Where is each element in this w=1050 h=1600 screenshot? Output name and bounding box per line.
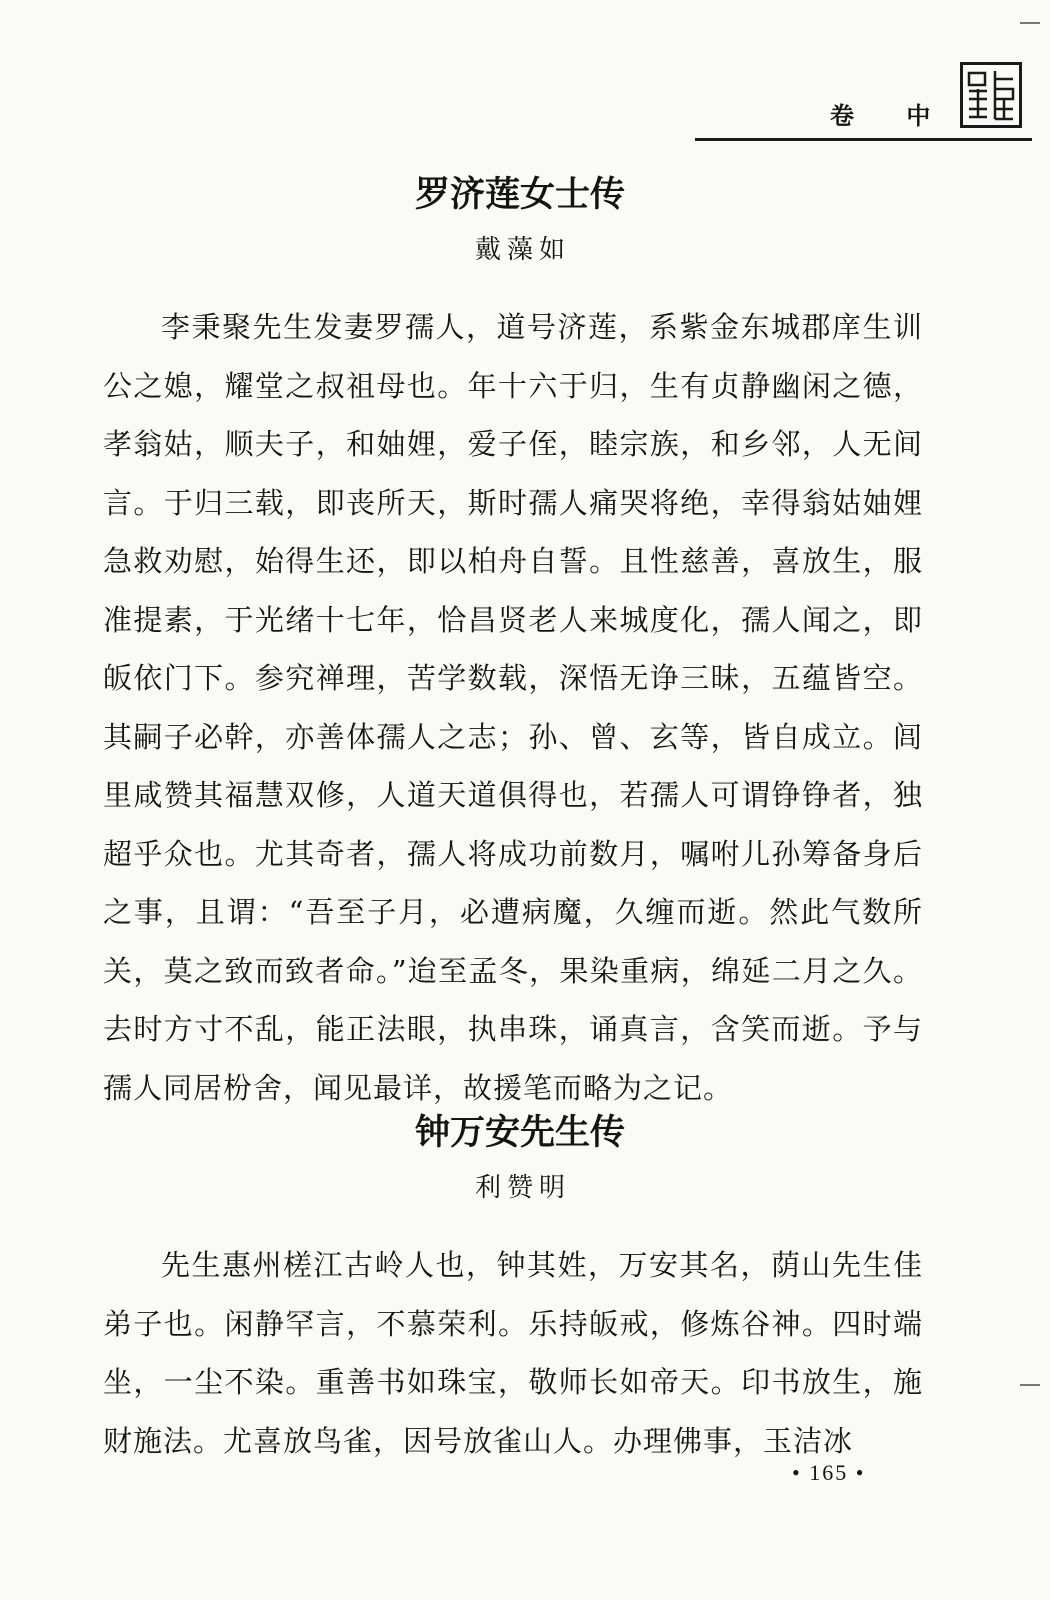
article-title: 钟万安先生传: [414, 1112, 625, 1153]
article-author: 利赞明: [474, 1173, 571, 1203]
article-luo-jilian: [103, 172, 923, 1117]
seal-logo-icon: [960, 62, 1022, 128]
scan-mark: [1020, 22, 1040, 24]
volume-label: 卷 中: [830, 102, 953, 130]
article-body: 先生惠州槎江古岭人也，钟其姓，万安其名，荫山先生佳弟子也。闲静罕言，不慕荣利。乐持皈戒，修炼谷神。四时端坐，一尘不染。重善书如珠宝，敬师长如帝天。印书放生，施财施法。尤喜放鸟雀，因号放雀山人。办理佛事，玉洁冰: [103, 1248, 923, 1458]
page-number: • 165 •: [792, 1460, 866, 1485]
article-title: 罗济莲女士传: [414, 174, 625, 215]
page-header: [0, 0, 1050, 150]
article-body: 李秉聚先生发妻罗孺人，道号济莲，系紫金东城郡庠生训公之媳，耀堂之叔祖母也。年十六于归，生有贞静幽闲之德，孝翁姑，顺夫子，和妯娌，爱子侄，睦宗族，和乡邻，人无间言。于归三载，即丧所天，斯时孺人痛哭将绝，幸得翁姑妯娌急救劝慰，始得生还，即以柏舟自誓。且性慈善，喜放生，服准提素，于光绪十七年，恰昌贤老人来城度化，孺人闻之，即皈依门下。参究禅理，苦学数载，深悟无诤三昧，五蕴皆空。其嗣子必幹，亦善体孺人之志；孙、曾、玄等，皆自成立。闾里咸赞其福慧双修，人道天道俱得也，若孺人可谓铮铮者，独超乎众也。尤其奇者，孺人将成功前数月，嘱咐儿孙筹备身后之事，且谓：“吾至子月，必遭病魔，久缠而逝。然此气数所关，莫之致而致者命。”迨至孟冬，果染重病，绵延二月之久。去时方寸不乱，能正法眼，执串珠，诵真言，含笑而逝。予与孺人同居枌舍，闻见最详，故援笔而略为之记。: [103, 310, 923, 1105]
header-rule: [695, 138, 1032, 141]
article-zhong-wanan: [103, 1110, 923, 1470]
scan-mark: [1020, 1384, 1040, 1386]
article-author: 戴藻如: [474, 235, 571, 265]
